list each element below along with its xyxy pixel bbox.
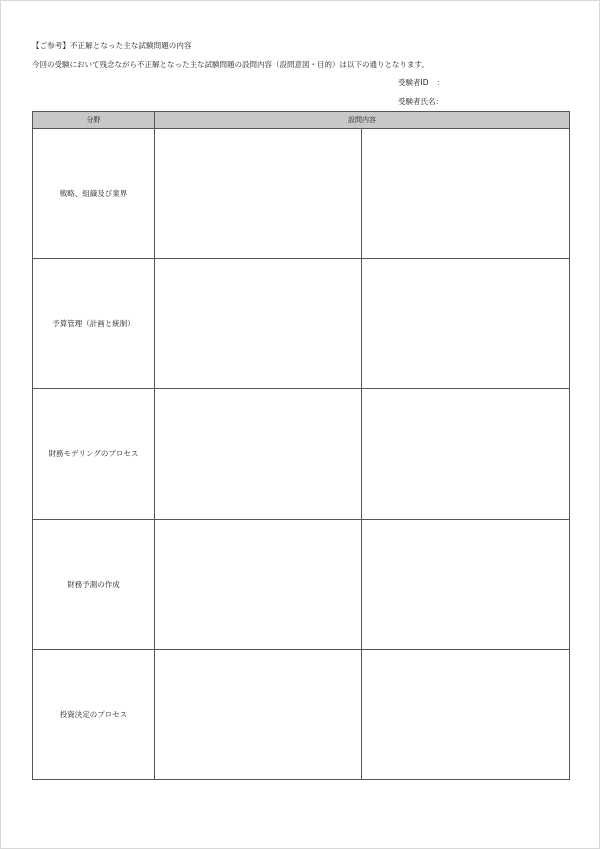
header-field: 分野 bbox=[33, 112, 155, 129]
table-row bbox=[33, 519, 570, 649]
answer-cell bbox=[362, 389, 570, 519]
answer-cell bbox=[362, 649, 570, 779]
intro-text: 今回の受験において残念ながら不正解となった主な試験問題の設問内容（設問意図・目的）は以下の通りとなります。 bbox=[32, 60, 429, 69]
field-label: 財務モデリングのプロセス bbox=[48, 449, 139, 459]
table-row bbox=[33, 259, 570, 389]
field-cell bbox=[33, 649, 155, 779]
field-cell bbox=[33, 259, 155, 389]
examinee-name-label: 受験者氏名： bbox=[398, 97, 443, 106]
field-label: 予算管理（計画と統制） bbox=[52, 319, 135, 329]
field-cell bbox=[33, 519, 155, 649]
field-cell bbox=[33, 389, 155, 519]
examinee-id-field bbox=[398, 77, 444, 88]
table-row bbox=[33, 649, 570, 779]
field-cell bbox=[33, 129, 155, 259]
page-title: 【ご参考】不正解となった主な試験問題の内容 bbox=[32, 41, 192, 50]
answer-cell bbox=[362, 259, 570, 389]
answer-cell bbox=[155, 129, 362, 259]
answer-cell bbox=[155, 649, 362, 779]
field-label: 戦略、組織及び業界 bbox=[59, 189, 128, 199]
answer-cell bbox=[362, 129, 570, 259]
answer-cell bbox=[155, 259, 362, 389]
table-row bbox=[33, 129, 570, 259]
examinee-id-colon: ： bbox=[436, 78, 444, 87]
answer-cell bbox=[155, 519, 362, 649]
field-label: 財務予測の作成 bbox=[67, 579, 120, 589]
field-label: 投資決定のプロセス bbox=[59, 709, 128, 719]
answer-cell bbox=[362, 519, 570, 649]
header-question-content: 設問内容 bbox=[155, 112, 570, 129]
examinee-id-label: 受験者ID bbox=[398, 78, 429, 87]
examinee-name-field bbox=[398, 96, 443, 107]
question-table bbox=[32, 111, 570, 780]
table-row bbox=[33, 389, 570, 519]
table-header-row bbox=[33, 112, 570, 129]
answer-cell bbox=[155, 389, 362, 519]
